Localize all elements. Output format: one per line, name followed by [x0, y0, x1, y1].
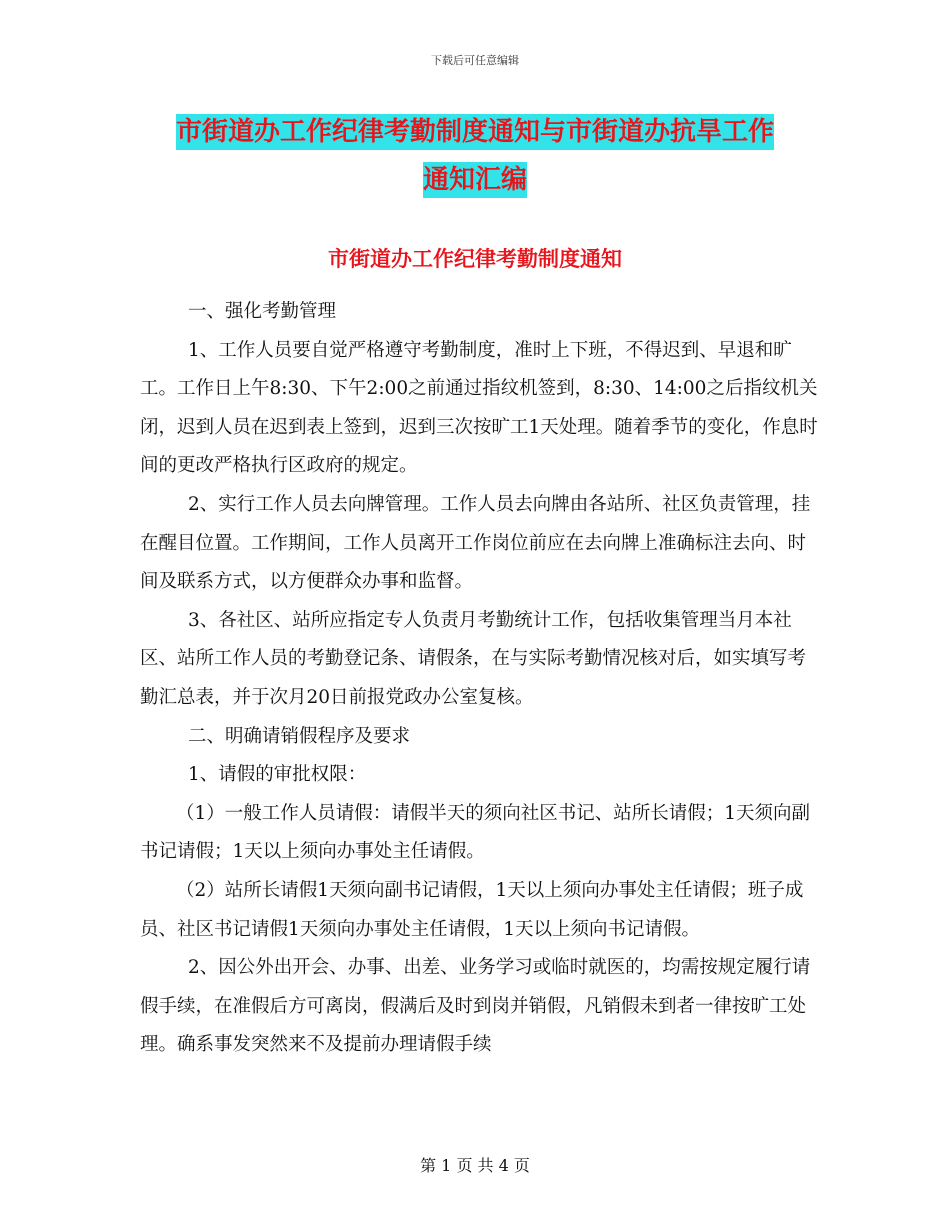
document-body [140, 293, 820, 1065]
title-line-1: 市街道办工作纪律考勤制度通知与市街道办抗旱工作 [176, 114, 774, 150]
paragraph: 3、各社区、站所应指定专人负责月考勤统计工作，包括收集管理当月本社区、站所工作人员的考勤登记条、请假条，在与实际考勤情况核对后，如实填写考勤汇总表，并于次月20日前报党政办公室复核。 [140, 609, 807, 708]
page-footer: 第 1 页 共 4 页 [420, 1156, 530, 1175]
section-title: 市街道办工作纪律考勤制度通知 [328, 247, 622, 271]
heading-attendance: 一、强化考勤管理 [188, 301, 337, 322]
title-line-2: 通知汇编 [423, 162, 527, 198]
header-note: 下载后可任意编辑 [431, 54, 519, 67]
heading-leave: 二、明确请销假程序及要求 [188, 725, 411, 747]
paragraph: （2）站所长请假1天须向副书记请假，1天以上须向办事处主任请假；班子成员、社区书记请假1天须向办事处主任请假，1天以上须向书记请假。 [140, 879, 804, 940]
paragraph: 1、请假的审批权限： [188, 764, 367, 786]
paragraph: 2、实行工作人员去向牌管理。工作人员去向牌由各站所、社区负责管理，挂在醒目位置。工作期间，工作人员离开工作岗位前应在去向牌上准确标注去向、时间及联系方式，以方便群众办事和监督。 [140, 493, 811, 593]
paragraph: （1）一般工作人员请假：请假半天的须向社区书记、站所长请假；1天须向副书记请假；1天以上须向办事处主任请假。 [140, 802, 811, 863]
paragraph: 2、因公外出开会、办事、出差、业务学习或临时就医的，均需按规定履行请假手续，在准假后方可离岗，假满后及时到岗并销假，凡销假未到者一律按旷工处理。确系事发突然来不及提前办理请假手续 [140, 957, 811, 1056]
document-title [0, 108, 950, 204]
paragraph: 1、工作人员要自觉严格遵守考勤制度，准时上下班，不得迟到、早退和旷工。工作日上午8:30、下午2:00之前通过指纹机签到，8:30、14:00之后指纹机关闭，迟到人员在迟到表上签到，迟到三次按旷工1天处理。随着季节的变化，作息时间的更改严格执行区政府的规定。 [140, 339, 818, 477]
